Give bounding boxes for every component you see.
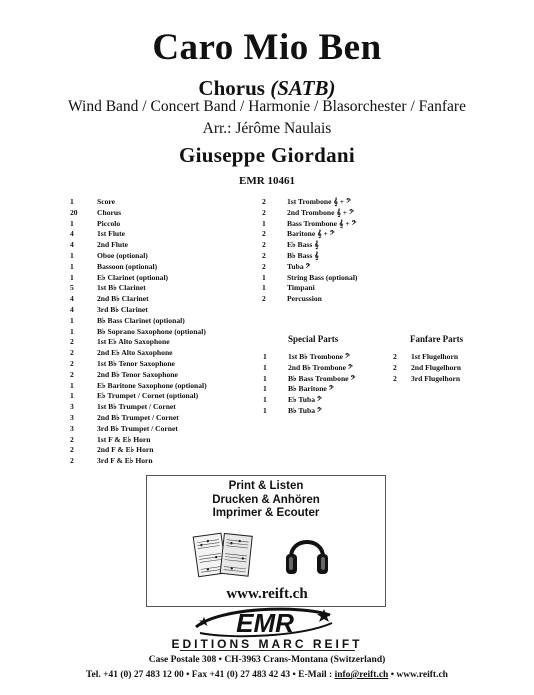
part-quantity: 1 [263, 395, 267, 405]
part-row [263, 374, 393, 385]
part-quantity: 1 [263, 405, 267, 415]
part-row [70, 391, 230, 402]
part-quantity: 1 [70, 250, 74, 260]
part-row [70, 273, 230, 284]
part-name: 3rd F & E♭ Horn [97, 456, 153, 466]
part-quantity: 4 [70, 304, 74, 314]
part-row [70, 402, 230, 413]
part-row [70, 229, 230, 240]
part-quantity: 1 [70, 380, 74, 390]
part-name: Chorus [97, 207, 122, 217]
part-quantity: 4 [70, 240, 74, 250]
part-name: 3rd B♭ Clarinet [97, 304, 148, 314]
part-row [70, 445, 230, 456]
part-quantity: 2 [262, 261, 266, 271]
part-row [263, 406, 393, 417]
part-name: 1st E♭ Alto Saxophone [97, 337, 170, 347]
parts-list-left [70, 197, 230, 467]
part-quantity: 1 [70, 197, 74, 206]
emr-logo-text: EMR [236, 608, 294, 638]
part-row [70, 219, 230, 230]
part-row [70, 359, 230, 370]
part-quantity: 2 [262, 240, 266, 250]
part-quantity: 3 [70, 412, 74, 422]
part-row [263, 395, 393, 406]
catalog-number: EMR 10461 [239, 175, 295, 187]
part-row [70, 456, 230, 467]
publisher-name: EDITIONS MARC REIFT [171, 637, 363, 651]
part-quantity: 1 [263, 384, 267, 394]
part-name: 2nd B♭ Tenor Saxophone [97, 369, 178, 379]
part-row [263, 384, 393, 395]
part-row [262, 251, 402, 262]
part-row [262, 273, 402, 284]
part-name: 2nd F & E♭ Horn [97, 445, 154, 455]
part-name: 2nd E♭ Alto Saxophone [97, 348, 173, 358]
part-quantity: 3 [70, 423, 74, 433]
part-row [70, 337, 230, 348]
part-name: Percussion [287, 294, 322, 304]
part-row [262, 229, 402, 240]
part-row [393, 363, 493, 374]
part-name: Bassoon (optional) [97, 261, 158, 271]
fanfare-parts-heading: Fanfare Parts [410, 334, 464, 344]
part-name: 1st B♭ Trumpet / Cornet [97, 402, 176, 412]
part-name: B♭ Bass Trombone 𝄢 [288, 373, 356, 383]
part-name: Tuba 𝄢 [287, 261, 311, 271]
part-name: B♭ Baritone 𝄢 [288, 384, 334, 394]
part-quantity: 1 [262, 218, 266, 228]
part-quantity: 2 [262, 197, 266, 206]
part-row [393, 352, 493, 363]
part-name: 2nd Flute [97, 240, 129, 250]
part-quantity: 2 [393, 352, 397, 361]
part-quantity: 1 [262, 283, 266, 293]
part-name: 2nd Flugelhorn [411, 362, 462, 372]
promo-line-1: Print & Listen [228, 480, 304, 492]
part-quantity: 2 [70, 348, 74, 358]
part-quantity: 1 [70, 272, 74, 282]
part-quantity: 2 [262, 294, 266, 304]
part-quantity: 2 [262, 250, 266, 260]
part-quantity: 3 [70, 402, 74, 412]
part-row [70, 370, 230, 381]
part-quantity: 2 [70, 445, 74, 455]
voices-text: (SATB) [270, 76, 336, 100]
part-name: B♭ Soprano Saxophone (optional) [97, 326, 206, 336]
part-quantity: 1 [70, 391, 74, 401]
part-name: B♭ Bass Clarinet (optional) [97, 315, 185, 325]
part-row [70, 348, 230, 359]
part-name: E♭ Baritone Saxophone (optional) [97, 380, 207, 390]
part-name: 1st Trombone 𝄞 + 𝄢 [287, 197, 351, 206]
part-row [70, 305, 230, 316]
special-parts-heading: Special Parts [288, 334, 339, 344]
part-name: Bass Trombone 𝄞 + 𝄢 [287, 218, 357, 228]
parts-list-right [262, 197, 402, 305]
part-name: 1st Flute [97, 229, 126, 239]
promo-lines [147, 480, 385, 521]
part-row [262, 219, 402, 230]
part-name: Timpani [287, 283, 315, 293]
part-row [70, 208, 230, 219]
headphones-icon [283, 527, 331, 579]
subtitle-text: Chorus [198, 76, 265, 100]
fanfare-parts-list [393, 352, 493, 384]
part-row [262, 262, 402, 273]
part-quantity: 1 [263, 362, 267, 372]
part-name: 1st Flugelhorn [411, 352, 459, 361]
part-row [70, 424, 230, 435]
promo-line-3: Imprimer & Ecouter [212, 507, 320, 519]
part-quantity: 2 [262, 229, 266, 239]
part-name: 2nd B♭ Clarinet [97, 294, 149, 304]
composer: Giuseppe Giordani [178, 143, 356, 167]
part-quantity: 1 [263, 352, 267, 361]
part-quantity: 2 [393, 362, 397, 372]
band-types: Wind Band / Concert Band / Harmonie / Blasorchester / Fanfare [68, 98, 466, 115]
part-name: 1st B♭ Trombone 𝄢 [288, 352, 350, 361]
arranger: Arr.: Jérôme Naulais [202, 120, 332, 137]
part-quantity: 2 [70, 369, 74, 379]
part-quantity: 2 [70, 456, 74, 466]
part-name: E♭ Trumpet / Cornet (optional) [97, 391, 199, 401]
part-name: Score [97, 197, 115, 206]
part-quantity: 5 [70, 283, 74, 293]
part-name: String Bass (optional) [287, 272, 358, 282]
part-row [262, 240, 402, 251]
part-name: Oboe (optional) [97, 250, 148, 260]
email-link[interactable]: info@reift.ch [334, 670, 389, 680]
part-quantity: 1 [70, 261, 74, 271]
publisher-contact [0, 670, 534, 680]
part-name: B♭ Bass 𝄞 [287, 250, 319, 260]
emr-logo-icon [190, 605, 340, 639]
part-quantity: 1 [262, 272, 266, 282]
part-name: B♭ Tuba 𝄢 [288, 405, 322, 415]
part-row [70, 197, 230, 208]
part-quantity: 1 [263, 373, 267, 383]
part-name: 3rd B♭ Trumpet / Cornet [97, 423, 178, 433]
part-quantity: 1 [70, 315, 74, 325]
part-name: Baritone 𝄞 + 𝄢 [287, 229, 335, 239]
part-row [70, 413, 230, 424]
part-quantity: 20 [70, 207, 78, 217]
part-quantity: 2 [70, 337, 74, 347]
part-name: E♭ Clarinet (optional) [97, 272, 169, 282]
part-name: E♭ Tuba 𝄢 [288, 395, 322, 405]
part-row [70, 251, 230, 262]
part-name: 1st B♭ Tenor Saxophone [97, 358, 175, 368]
part-row [70, 435, 230, 446]
part-quantity: 2 [393, 373, 397, 383]
promo-line-2: Drucken & Anhören [212, 493, 320, 506]
part-quantity: 1 [70, 218, 74, 228]
piece-title: Caro Mio Ben [152, 27, 382, 68]
contact-suffix: • www.reift.ch [388, 670, 448, 680]
part-name: Piccolo [97, 218, 121, 228]
part-row [70, 283, 230, 294]
part-name: 3rd Flugelhorn [411, 373, 461, 383]
part-row [70, 294, 230, 305]
website-link[interactable]: www.reift.ch [226, 586, 308, 602]
part-name: 1st B♭ Clarinet [97, 283, 146, 293]
part-quantity: 2 [262, 207, 266, 217]
part-name: 2nd B♭ Trumpet / Cornet [97, 412, 179, 422]
part-row [263, 363, 393, 374]
part-row [70, 240, 230, 251]
part-row [393, 374, 493, 385]
part-name: E♭ Bass 𝄞 [287, 240, 319, 250]
contact-prefix: Tel. +41 (0) 27 483 12 00 • Fax +41 (0) 27 483 42 43 • E-Mail : [86, 670, 335, 680]
part-row [262, 294, 402, 305]
publisher-rule [180, 650, 355, 651]
part-name: 2nd Trombone 𝄞 + 𝄢 [287, 207, 354, 217]
special-parts-list [263, 352, 393, 417]
part-quantity: 4 [70, 229, 74, 239]
part-name: 1st F & E♭ Horn [97, 434, 151, 444]
part-row [262, 208, 402, 219]
part-row [262, 197, 402, 208]
part-row [70, 316, 230, 327]
part-quantity: 2 [70, 434, 74, 444]
publisher-address: Case Postale 308 • CH-3963 Crans-Montana (Switzerland) [148, 655, 386, 665]
part-row [262, 283, 402, 294]
part-quantity: 2 [70, 358, 74, 368]
part-name: 2nd B♭ Trombone 𝄢 [288, 362, 353, 372]
part-quantity: 4 [70, 294, 74, 304]
part-quantity: 1 [70, 326, 74, 336]
part-row [70, 262, 230, 273]
part-row [70, 327, 230, 338]
sheet-music-icon [188, 527, 260, 583]
part-row [70, 381, 230, 392]
part-row [263, 352, 393, 363]
